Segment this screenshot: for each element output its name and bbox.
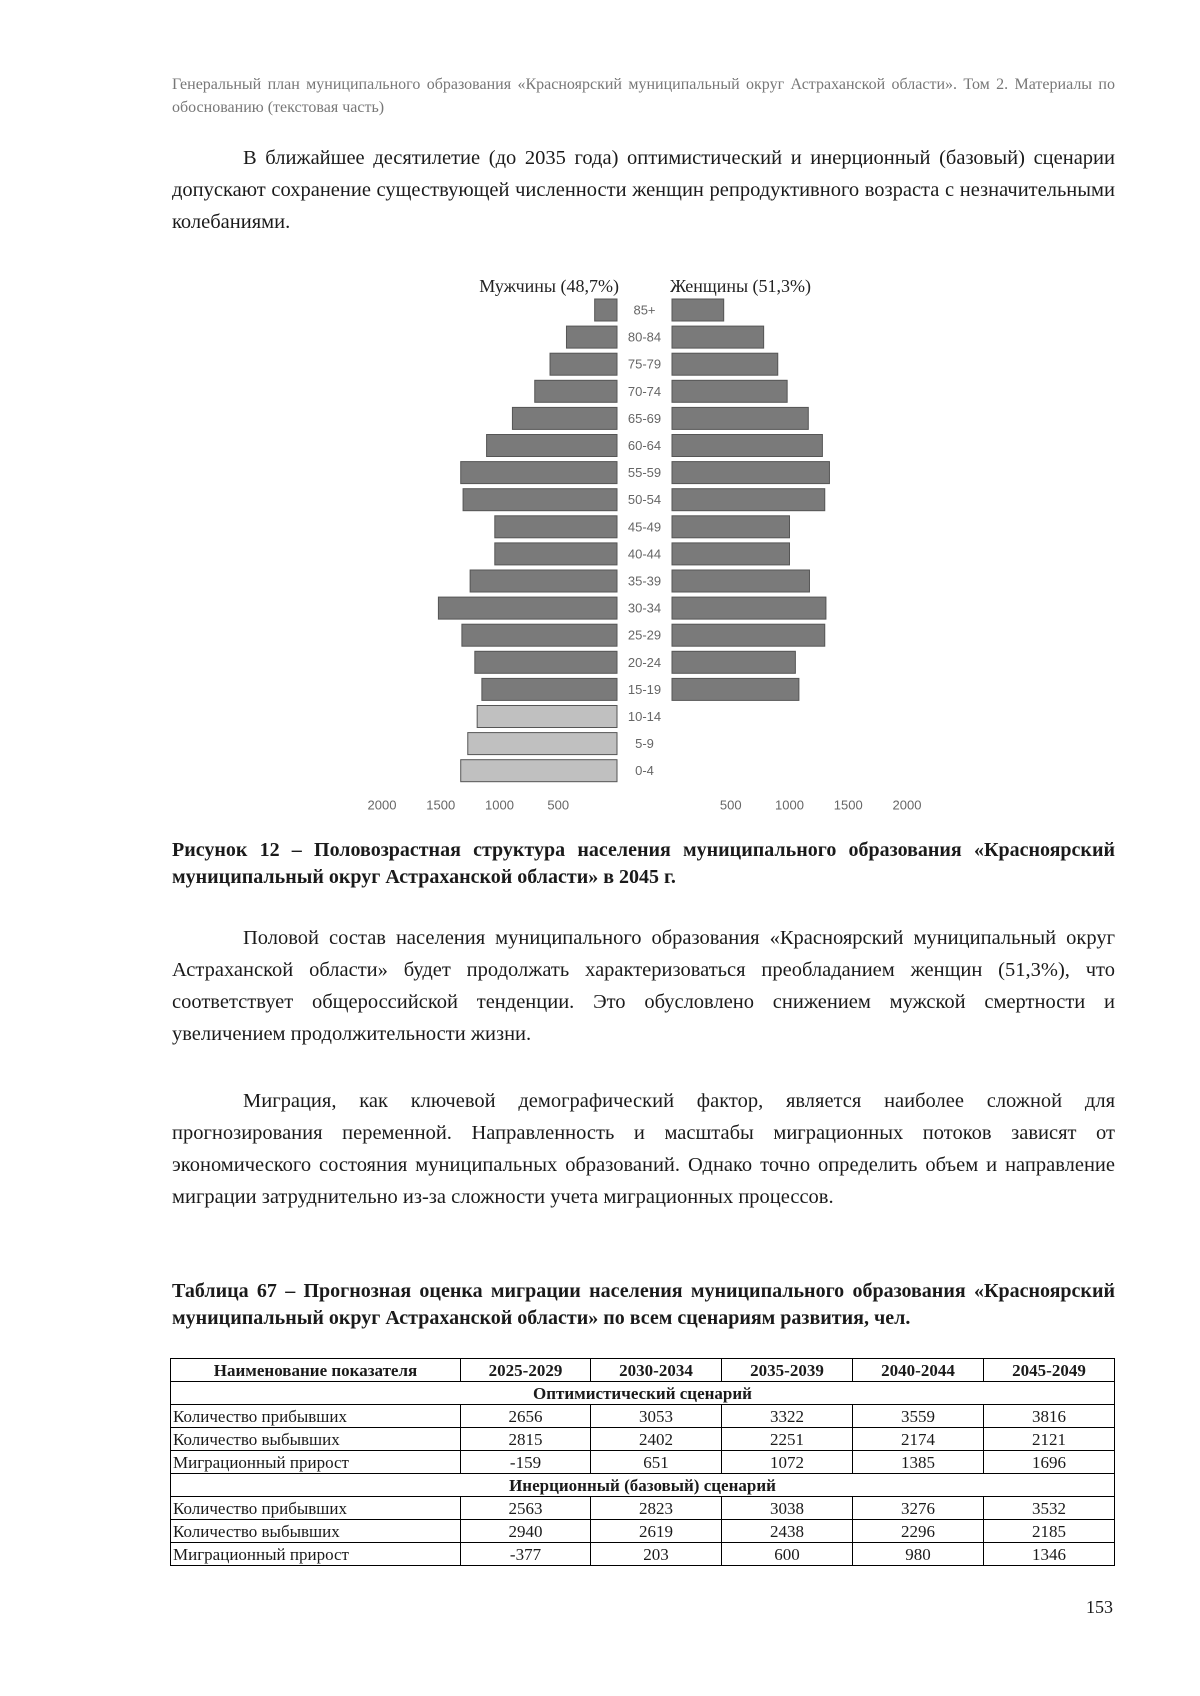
table-cell: 2185 <box>984 1520 1115 1543</box>
table-section-row <box>171 1474 1115 1497</box>
table-cell: 2402 <box>591 1428 722 1451</box>
table-cell: 3038 <box>722 1497 853 1520</box>
document-header: Генеральный план муниципального образования «Красноярский муниципальный округ Астраханской области». Том 2. Материалы по обоснованию (текстовая часть) <box>172 76 1115 116</box>
men-bar <box>477 706 617 728</box>
table-cell: 3322 <box>722 1405 853 1428</box>
women-bar <box>672 543 790 565</box>
table-cell: 3559 <box>853 1405 984 1428</box>
age-group-label: 55-59 <box>627 465 662 481</box>
row-name: Миграционный прирост <box>171 1451 461 1474</box>
x-tick-label: 1000 <box>485 797 514 813</box>
table-cell: 3816 <box>984 1405 1115 1428</box>
table-header-row <box>171 1359 1115 1382</box>
women-bar <box>672 489 825 511</box>
table-row <box>171 1428 1115 1451</box>
table-cell: 3532 <box>984 1497 1115 1520</box>
row-name: Количество выбывших <box>171 1520 461 1543</box>
table-row <box>171 1451 1115 1474</box>
table-cell: -159 <box>461 1451 591 1474</box>
age-group-label: 75-79 <box>627 356 662 372</box>
section-title: Оптимистический сценарий <box>171 1382 1115 1405</box>
men-bar <box>438 597 617 619</box>
age-group-label: 35-39 <box>627 573 662 589</box>
women-bar <box>672 651 795 673</box>
table-cell: 600 <box>722 1543 853 1566</box>
column-header: 2030-2034 <box>591 1359 722 1382</box>
migration-table <box>170 1358 1115 1566</box>
x-tick-label: 1500 <box>426 797 456 813</box>
age-group-label: 0-4 <box>635 763 654 779</box>
figure-caption: Рисунок 12 – Половозрастная структура населения муниципального образования «Красноярский муниципальный округ Астраханской области» в 2045 г. <box>172 839 1115 888</box>
age-group-label: 85+ <box>633 302 656 318</box>
age-group-label: 50-54 <box>627 492 662 508</box>
paragraph-sex-composition: Половой состав населения муниципального образования «Красноярский муниципальный округ Астраханской области» будет продолжать характеризоваться преобладанием женщин (51,3%), что соответствует общероссийской тенденции. Это обусловлено снижением мужской смертности и увеличением продолжительности жизни. <box>172 927 1115 1045</box>
legend-women: Женщины (51,3%) <box>670 276 812 296</box>
table-cell: 203 <box>591 1543 722 1566</box>
table-section-row <box>171 1382 1115 1405</box>
row-name: Количество прибывших <box>171 1405 461 1428</box>
table-cell: 3276 <box>853 1497 984 1520</box>
row-name: Миграционный прирост <box>171 1543 461 1566</box>
men-bar <box>550 353 617 375</box>
women-bar <box>672 597 826 619</box>
age-group-label: 65-69 <box>627 410 662 426</box>
table-cell: 2174 <box>853 1428 984 1451</box>
x-tick-label: 1500 <box>833 797 863 813</box>
table-cell: 2619 <box>591 1520 722 1543</box>
x-tick-label: 2000 <box>892 797 922 813</box>
table-cell: 2940 <box>461 1520 591 1543</box>
table-cell: 2251 <box>722 1428 853 1451</box>
age-group-label: 40-44 <box>627 546 662 562</box>
men-bar <box>566 326 617 348</box>
men-bar <box>482 678 617 700</box>
column-header: 2035-2039 <box>722 1359 853 1382</box>
x-tick-label: 500 <box>547 797 570 813</box>
table-row <box>171 1405 1115 1428</box>
women-bar <box>672 516 790 538</box>
table-cell: 980 <box>853 1543 984 1566</box>
age-group-label: 5-9 <box>635 736 654 752</box>
row-name: Количество выбывших <box>171 1428 461 1451</box>
table-cell: 2121 <box>984 1428 1115 1451</box>
table-cell: 1385 <box>853 1451 984 1474</box>
table-cell: 1072 <box>722 1451 853 1474</box>
column-header: Наименование показателя <box>171 1359 461 1382</box>
women-bar <box>672 326 764 348</box>
age-group-label: 60-64 <box>627 438 662 453</box>
paragraph-migration: Миграция, как ключевой демографический фактор, является наиболее сложной для прогнозирования переменной. Направленность и масштабы миграционных потоков зависят от экономического состояния муниципальных образований. Однако точно определить объем и направление миграции затруднительно из-за сложности учета миграционных процессов. <box>172 1090 1115 1208</box>
column-header: 2045-2049 <box>984 1359 1115 1382</box>
section-title: Инерционный (базовый) сценарий <box>171 1474 1115 1497</box>
age-group-label: 30-34 <box>627 600 662 616</box>
table-cell: 2563 <box>461 1497 591 1520</box>
x-tick-label: 2000 <box>367 797 397 813</box>
men-bar <box>463 489 617 511</box>
men-bar <box>487 435 617 457</box>
age-group-label: 10-14 <box>627 709 662 724</box>
age-group-label: 20-24 <box>627 654 662 670</box>
women-bar <box>672 624 825 646</box>
women-bar <box>672 570 809 592</box>
table-cell: 2296 <box>853 1520 984 1543</box>
table-cell: 2656 <box>461 1405 591 1428</box>
age-group-label: 80-84 <box>627 329 662 345</box>
men-bar <box>512 407 617 429</box>
table-cell: 1696 <box>984 1451 1115 1474</box>
men-bar <box>470 570 617 592</box>
table-row <box>171 1543 1115 1566</box>
legend-men: Мужчины (48,7%) <box>479 276 619 296</box>
men-bar <box>495 516 617 538</box>
women-bar <box>672 407 808 429</box>
women-bar <box>672 353 778 375</box>
table-cell: 3053 <box>591 1405 722 1428</box>
women-bar <box>672 462 829 484</box>
men-bar <box>535 380 617 402</box>
table-cell: 1346 <box>984 1543 1115 1566</box>
population-pyramid-chart <box>310 265 970 830</box>
table-cell: -377 <box>461 1543 591 1566</box>
table-cell: 2815 <box>461 1428 591 1451</box>
table-cell: 651 <box>591 1451 722 1474</box>
women-bar <box>672 435 822 457</box>
men-bar <box>595 299 617 321</box>
age-group-label: 15-19 <box>627 681 662 697</box>
men-bar <box>475 651 617 673</box>
page-number: 153 <box>1086 1597 1113 1617</box>
column-header: 2040-2044 <box>853 1359 984 1382</box>
column-header: 2025-2029 <box>461 1359 591 1382</box>
table-row <box>171 1497 1115 1520</box>
men-bar <box>462 624 617 646</box>
x-tick-label: 500 <box>719 797 742 813</box>
men-bar <box>461 760 617 782</box>
table-caption: Таблица 67 – Прогнозная оценка миграции населения муниципального образования «Красноярский муниципальный округ Астраханской области» по всем сценариям развития, чел. <box>172 1280 1115 1329</box>
women-bar <box>672 380 787 402</box>
x-tick-label: 1000 <box>775 797 804 813</box>
men-bar <box>461 462 617 484</box>
age-group-label: 70-74 <box>627 383 662 399</box>
age-group-label: 45-49 <box>627 519 662 535</box>
men-bar <box>495 543 617 565</box>
table-row <box>171 1520 1115 1543</box>
table-cell: 2823 <box>591 1497 722 1520</box>
age-group-label: 25-29 <box>627 627 662 643</box>
women-bar <box>672 678 799 700</box>
men-bar <box>468 733 617 755</box>
table-cell: 2438 <box>722 1520 853 1543</box>
row-name: Количество прибывших <box>171 1497 461 1520</box>
paragraph-reproductive-age: В ближайшее десятилетие (до 2035 года) оптимистический и инерционный (базовый) сценарии допускают сохранение существующей численности женщин репродуктивного возраста с незначительными колебаниями. <box>172 147 1115 233</box>
women-bar <box>672 299 724 321</box>
